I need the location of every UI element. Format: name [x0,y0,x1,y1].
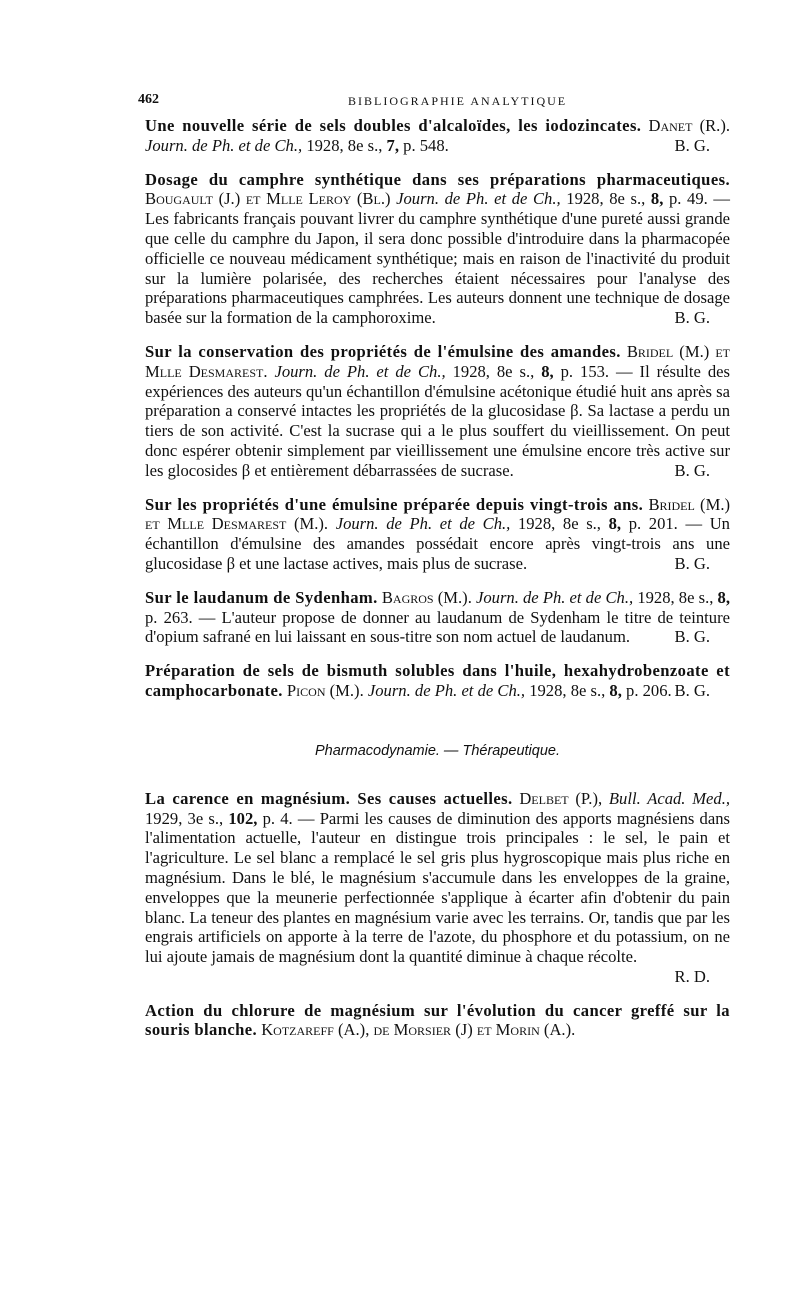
entry-citation: 1928, 8e s., [566,189,646,209]
entry-journal: Bull. Acad. Med., [608,788,730,808]
entry-text: — L'auteur propose de donner au laudanum de Sydenham le titre de teinture d'opium safrané en lui laissant en sous-titre son nom actuel de laudanum. [145,607,730,647]
entry-title: Sur le laudanum de Sydenham. [145,587,378,607]
entry-journal: Journ. de Ph. et de Ch., [274,361,446,381]
page-number: 462 [138,92,159,107]
entry-signature: B. G. [674,627,710,647]
entry-signature: B. G. [674,553,710,573]
entry-authors: Bagros (M.). [381,587,472,607]
bibliography-entry [145,116,730,156]
entry-authors: Bridel (M.) et Mlle Desmarest. [145,341,730,381]
entry-page: p. 548. [403,135,449,155]
entry-authors: Danet (R.). [648,116,730,135]
entry-journal: Journ. de Ph. et de Ch., [145,135,303,155]
entry-volume: 8, [541,361,554,381]
entry-citation: 1928, 8e s., [517,514,601,534]
section-heading: Pharmacodynamie. — Thérapeutique. [314,742,561,759]
entry-signature: R. D. [674,966,710,986]
entry-page: p. 201. [628,514,678,534]
entry-journal: Journ. de Ph. et de Ch., [335,514,511,534]
entry-title: Sur les propriétés d'une émulsine préparée depuis vingt-trois ans. [145,494,644,514]
entry-authors: Delbet (P.), [519,788,603,808]
entry-journal: Journ. de Ph. et de Ch., [367,680,526,700]
entry-signature: B. G. [674,135,710,155]
bibliography-entry [145,661,730,701]
entry-authors: Bridel (M.) et Mlle Desmarest (M.). [145,494,731,534]
entry-volume: 8, [717,587,730,607]
entry-citation: 1929, 3e s., [145,808,224,828]
entry-volume: 7, [386,135,399,155]
entry-authors: Picon (M.). [286,680,364,700]
entry-title: Sur la conservation des propriétés de l'émulsine des amandes. [145,341,621,361]
entry-page: p. 153. [560,361,610,381]
entry-text: — Un échantillon d'émulsine des amandes possédait encore après vingt-trois ans une glucosidase β et une lactase actives, mais plus de sucrase. [145,514,730,573]
entry-page: p. 206. [626,680,672,700]
running-title: BIBLIOGRAPHIE ANALYTIQUE [348,94,568,108]
entry-title: Action du chlorure de magnésium sur l'évolution du cancer greffé sur la souris blanche. [145,1000,730,1040]
entry-citation: 1928, 8e s., [306,135,383,155]
entry-page: p. 263. [145,607,193,627]
entry-text: — Il résulte des expériences des auteurs qu'un échantillon d'émulsine acétonique étudié huit ans après sa préparation a conservé intactes les propriétés de la glucosidase β. Sa lactase a perdu un tiers de son activité. C'est la sucrase qui a le plus souffert du vieillissement. On peut donc espérer obtenir simplement par vieillissement une émulsine encore très active sur les glocosides β et entièrement débarrassées de sucrase. [145,361,730,480]
bibliography-entry [145,588,730,647]
entry-authors: Kotzareff (A.), de Morsier (J) et Morin (A.). [261,1020,576,1040]
page-header [138,92,728,112]
entry-volume: 102, [228,808,258,828]
entry-title: Préparation de sels de bismuth solubles dans l'huile, hexahydrobenzoate et camphocarbonate. [145,661,730,700]
entry-title: Une nouvelle série de sels doubles d'alcaloïdes, les iodozincates. [145,116,642,135]
bibliography-entry [145,170,730,328]
page-body [145,116,730,1040]
entry-citation: 1928, 8e s., [637,587,714,607]
entry-text: — Les fabricants français pouvant livrer du camphre synthétique d'une pureté aussi grande que celle du camphre du Japon, il sera donc possible d'introduire dans la pharmacopée officielle ce nouveau médicament synthétique; mais en raison de l'inactivité du produit sur la lumière polarisée, des recherches étaient nécessaires pour l'analyse des préparations pharmaceutiques camphrées. Les auteurs donnent une technique de dosage basée sur la formation de la camphoroxime. [145,189,730,328]
entry-title: Dosage du camphre synthétique dans ses préparations pharmaceutiques. [145,169,730,189]
entry-volume: 8, [608,514,622,534]
bibliography-entry [145,342,730,481]
entry-signature: B. G. [674,308,710,328]
entry-citation: 1928, 8e s., [452,361,535,381]
bibliography-entry [145,789,730,987]
bibliography-entry [145,1001,730,1041]
entry-signature: B. G. [674,460,710,480]
entry-text: — Parmi les causes de diminution des apports magnésiens dans l'alimentation actuelle, l'auteur en distingue trois principales : le sel, le pain et l'agriculture. Le sel blanc a remplacé le sel gris plus hygroscopique mais plus riche en magnésium. Dans le blé, le magnésium s'accumule dans les enveloppes de la graine, enveloppes que la meunerie perfectionnée s'applique à écarter afin d'obtenir du pain blanc. La teneur des plantes en magnésium varie avec les terrains. Or, tandis que par les engrais artificiels on apporte à la terre de l'azote, du phosphore et du potassium, on ne lui ajoute jamais de magnésium dont la quantité diminue à chaque récolte. [145,808,730,967]
entry-title: La carence en magnésium. Ses causes actuelles. [145,788,513,808]
entry-page: p. 4. [262,808,293,828]
entry-authors: Bougault (J.) et Mlle Leroy (Bl.) [145,189,391,209]
entry-volume: 8, [609,680,622,700]
entry-citation: 1928, 8e s., [529,680,606,700]
entry-signature: B. G. [674,680,710,700]
bibliography-entry [145,495,730,574]
entry-journal: Journ. de Ph. et de Ch., [396,189,561,209]
entry-journal: Journ. de Ph. et de Ch., [476,587,634,607]
entry-volume: 8, [650,189,664,209]
entry-page: p. 49. [668,189,708,209]
